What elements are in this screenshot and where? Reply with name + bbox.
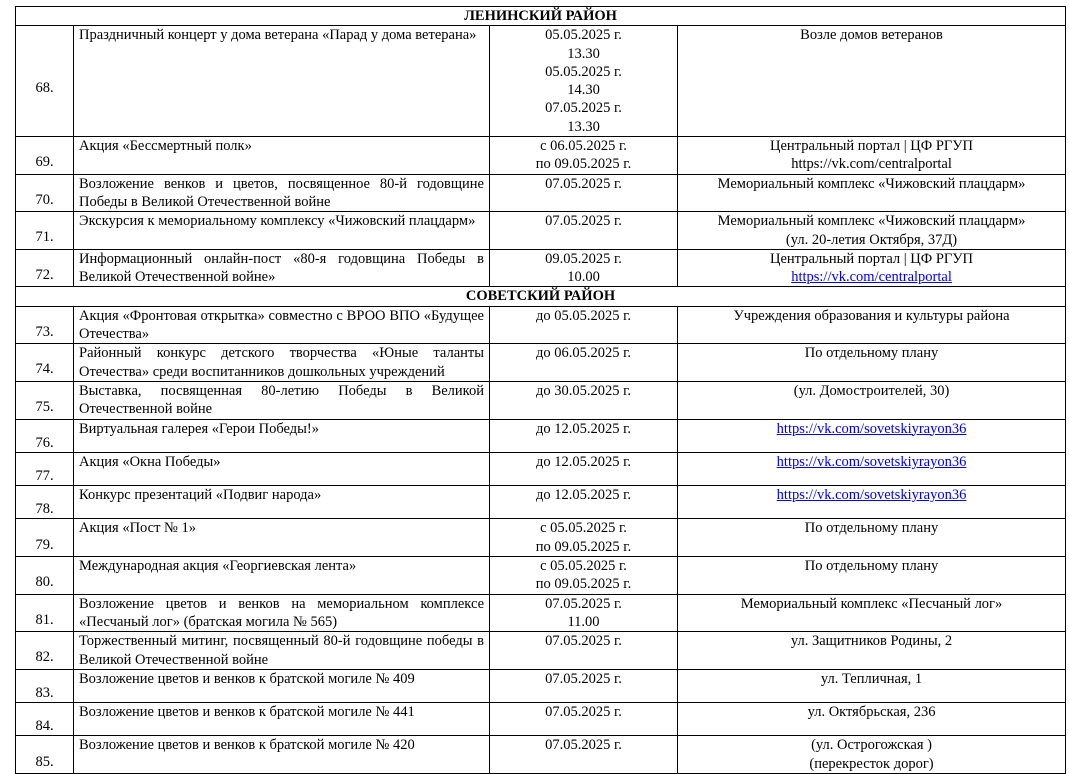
event-dates <box>490 344 678 382</box>
event-dates <box>490 632 678 670</box>
table-row <box>16 703 1066 736</box>
section-header-row <box>16 7 1066 26</box>
event-place-line: https://vk.com/centralportal <box>791 156 952 173</box>
event-place <box>678 419 1066 452</box>
event-date-line: по 09.05.2025 г. <box>535 538 632 555</box>
event-place-line: Центральный портал | ЦФ РГУП <box>770 250 974 267</box>
event-name: Акция «Бессмертный полк» <box>74 137 490 175</box>
event-place <box>678 519 1066 557</box>
event-date-line: 13.30 <box>567 118 600 135</box>
event-date-line: 14.30 <box>567 82 600 99</box>
event-name: Акция «Окна Победы» <box>74 452 490 485</box>
event-name: Праздничный концерт у дома ветерана «Парад у дома ветерана» <box>74 26 490 137</box>
event-dates <box>490 137 678 175</box>
event-place <box>678 452 1066 485</box>
row-number: 77. <box>16 452 74 485</box>
event-dates <box>490 486 678 519</box>
event-date-line: 05.05.2025 г. <box>545 27 622 44</box>
table-row <box>16 381 1066 419</box>
row-number: 75. <box>16 381 74 419</box>
table-row <box>16 137 1066 175</box>
table-row <box>16 557 1066 595</box>
event-name: Возложение венков и цветов, посвященное 80-й годовщине Победы в Великой Отечественной войне <box>74 174 490 212</box>
row-number: 85. <box>16 736 74 774</box>
row-number: 79. <box>16 519 74 557</box>
event-place-line: (ул. 20-летия Октября, 37Д) <box>785 231 958 248</box>
table-row <box>16 344 1066 382</box>
event-place <box>678 26 1066 137</box>
event-date-line: 13.30 <box>567 45 600 62</box>
row-number: 81. <box>16 594 74 632</box>
event-date-line: по 09.05.2025 г. <box>535 576 632 593</box>
event-place-line: (перекресток дорог) <box>809 755 934 772</box>
event-dates <box>490 736 678 774</box>
event-dates <box>490 381 678 419</box>
event-name: Возложение цветов и венков к братской могиле № 420 <box>74 736 490 774</box>
event-place <box>678 306 1066 344</box>
row-number: 68. <box>16 26 74 137</box>
table-row <box>16 669 1066 702</box>
event-name: Выставка, посвященная 80-летию Победы в Великой Отечественной войне <box>74 381 490 419</box>
event-date-line: с 05.05.2025 г. <box>540 558 627 575</box>
event-name: Экскурсия к мемориальному комплексу «Чижовский плацдарм» <box>74 212 490 250</box>
event-name: Акция «Фронтовая открытка» совместно с ВРОО ВПО «Будущее Отечества» <box>74 306 490 344</box>
event-name: Возложение цветов и венков на мемориальном комплексе «Песчаный лог» (братская могила № 565) <box>74 594 490 632</box>
table-row <box>16 452 1066 485</box>
event-place-line: (ул. Острогожская ) <box>811 737 932 754</box>
event-place-link[interactable]: https://vk.com/sovetskiyrayon36 <box>776 487 967 504</box>
event-date-line: до 12.05.2025 г. <box>535 487 632 504</box>
event-date-line: 07.05.2025 г. <box>545 704 622 721</box>
event-date-line: 07.05.2025 г. <box>545 633 622 650</box>
event-name: Конкурс презентаций «Подвиг народа» <box>74 486 490 519</box>
event-dates <box>490 249 678 287</box>
row-number: 76. <box>16 419 74 452</box>
event-place <box>678 249 1066 287</box>
row-number: 80. <box>16 557 74 595</box>
event-place <box>678 381 1066 419</box>
table-row <box>16 486 1066 519</box>
events-table <box>15 6 1066 774</box>
row-number: 82. <box>16 632 74 670</box>
event-place <box>678 486 1066 519</box>
event-date-line: до 06.05.2025 г. <box>535 345 632 362</box>
row-number: 74. <box>16 344 74 382</box>
event-date-line: до 12.05.2025 г. <box>535 453 632 470</box>
table-row <box>16 174 1066 212</box>
event-place <box>678 594 1066 632</box>
event-dates <box>490 419 678 452</box>
event-place <box>678 174 1066 212</box>
event-place-line: Учреждения образования и культуры района <box>733 307 1010 324</box>
event-date-line: до 30.05.2025 г. <box>535 382 632 399</box>
table-row <box>16 26 1066 137</box>
table-row <box>16 419 1066 452</box>
event-date-line: по 09.05.2025 г. <box>535 156 632 173</box>
event-name: Виртуальная галерея «Герои Победы!» <box>74 419 490 452</box>
row-number: 71. <box>16 212 74 250</box>
event-date-line: с 06.05.2025 г. <box>540 138 627 155</box>
event-place-link[interactable]: https://vk.com/sovetskiyrayon36 <box>776 453 967 470</box>
event-place-line: Мемориальный комплекс «Чижовский плацдарм» <box>717 175 1026 192</box>
event-place <box>678 212 1066 250</box>
event-place-line: Возле домов ветеранов <box>800 27 943 44</box>
event-place-line: По отдельному плану <box>804 558 939 575</box>
event-dates <box>490 519 678 557</box>
row-number: 84. <box>16 703 74 736</box>
event-name: Международная акция «Георгиевская лента» <box>74 557 490 595</box>
event-place <box>678 736 1066 774</box>
row-number: 69. <box>16 137 74 175</box>
event-place-line: Мемориальный комплекс «Песчаный лог» <box>740 595 1003 612</box>
event-date-line: 07.05.2025 г. <box>545 737 622 754</box>
event-dates <box>490 26 678 137</box>
event-place-line: Центральный портал | ЦФ РГУП <box>770 138 974 155</box>
row-number: 78. <box>16 486 74 519</box>
table-row <box>16 249 1066 287</box>
row-number: 70. <box>16 174 74 212</box>
event-date-line: 07.05.2025 г. <box>545 213 622 230</box>
event-place <box>678 344 1066 382</box>
event-place <box>678 557 1066 595</box>
event-date-line: до 12.05.2025 г. <box>535 420 632 437</box>
event-name: Торжественный митинг, посвященный 80-й годовщине победы в Великой Отечественной войне <box>74 632 490 670</box>
event-dates <box>490 306 678 344</box>
event-place-line: (ул. Домостроителей, 30) <box>793 382 950 399</box>
event-dates <box>490 594 678 632</box>
event-name: Районный конкурс детского творчества «Юные таланты Отечества» среди воспитанников дошкольных учреждений <box>74 344 490 382</box>
section-title: ЛЕНИНСКИЙ РАЙОН <box>16 7 1066 26</box>
event-place-line: По отдельному плану <box>804 520 939 537</box>
event-date-line: 05.05.2025 г. <box>545 63 622 80</box>
event-dates <box>490 703 678 736</box>
event-name: Возложение цветов и венков к братской могиле № 409 <box>74 669 490 702</box>
event-date-line: 11.00 <box>567 613 600 630</box>
events-table-body <box>16 7 1066 774</box>
event-name: Возложение цветов и венков к братской могиле № 441 <box>74 703 490 736</box>
table-row <box>16 594 1066 632</box>
row-number: 73. <box>16 306 74 344</box>
event-place-line: Мемориальный комплекс «Чижовский плацдарм» <box>717 213 1026 230</box>
event-place-line: ул. Защитников Родины, 2 <box>790 633 953 650</box>
event-dates <box>490 212 678 250</box>
event-date-line: 07.05.2025 г. <box>545 100 622 117</box>
table-row <box>16 306 1066 344</box>
event-date-line: 09.05.2025 г. <box>545 250 622 267</box>
event-place-link[interactable]: https://vk.com/sovetskiyrayon36 <box>776 420 967 437</box>
event-date-line: с 05.05.2025 г. <box>540 520 627 537</box>
event-place-link[interactable]: https://vk.com/centralportal <box>791 269 952 286</box>
event-place-line: ул. Тепличная, 1 <box>820 670 923 687</box>
event-dates <box>490 452 678 485</box>
event-place <box>678 137 1066 175</box>
event-date-line: 07.05.2025 г. <box>545 175 622 192</box>
row-number: 72. <box>16 249 74 287</box>
event-date-line: 07.05.2025 г. <box>545 670 622 687</box>
row-number: 83. <box>16 669 74 702</box>
event-date-line: 07.05.2025 г. <box>545 595 622 612</box>
event-place <box>678 703 1066 736</box>
event-dates <box>490 669 678 702</box>
table-row <box>16 212 1066 250</box>
event-name: Акция «Пост № 1» <box>74 519 490 557</box>
event-place-line: ул. Октябрьская, 236 <box>807 704 936 721</box>
table-row <box>16 632 1066 670</box>
event-place <box>678 669 1066 702</box>
section-title: СОВЕТСКИЙ РАЙОН <box>16 287 1066 306</box>
event-place <box>678 632 1066 670</box>
event-name: Информационный онлайн-пост «80-я годовщина Победы в Великой Отечественной войне» <box>74 249 490 287</box>
section-header-row <box>16 287 1066 306</box>
event-date-line: 10.00 <box>567 269 600 286</box>
event-date-line: до 05.05.2025 г. <box>535 307 632 324</box>
event-dates <box>490 174 678 212</box>
table-row <box>16 736 1066 774</box>
table-row <box>16 519 1066 557</box>
event-dates <box>490 557 678 595</box>
event-place-line: По отдельному плану <box>804 345 939 362</box>
